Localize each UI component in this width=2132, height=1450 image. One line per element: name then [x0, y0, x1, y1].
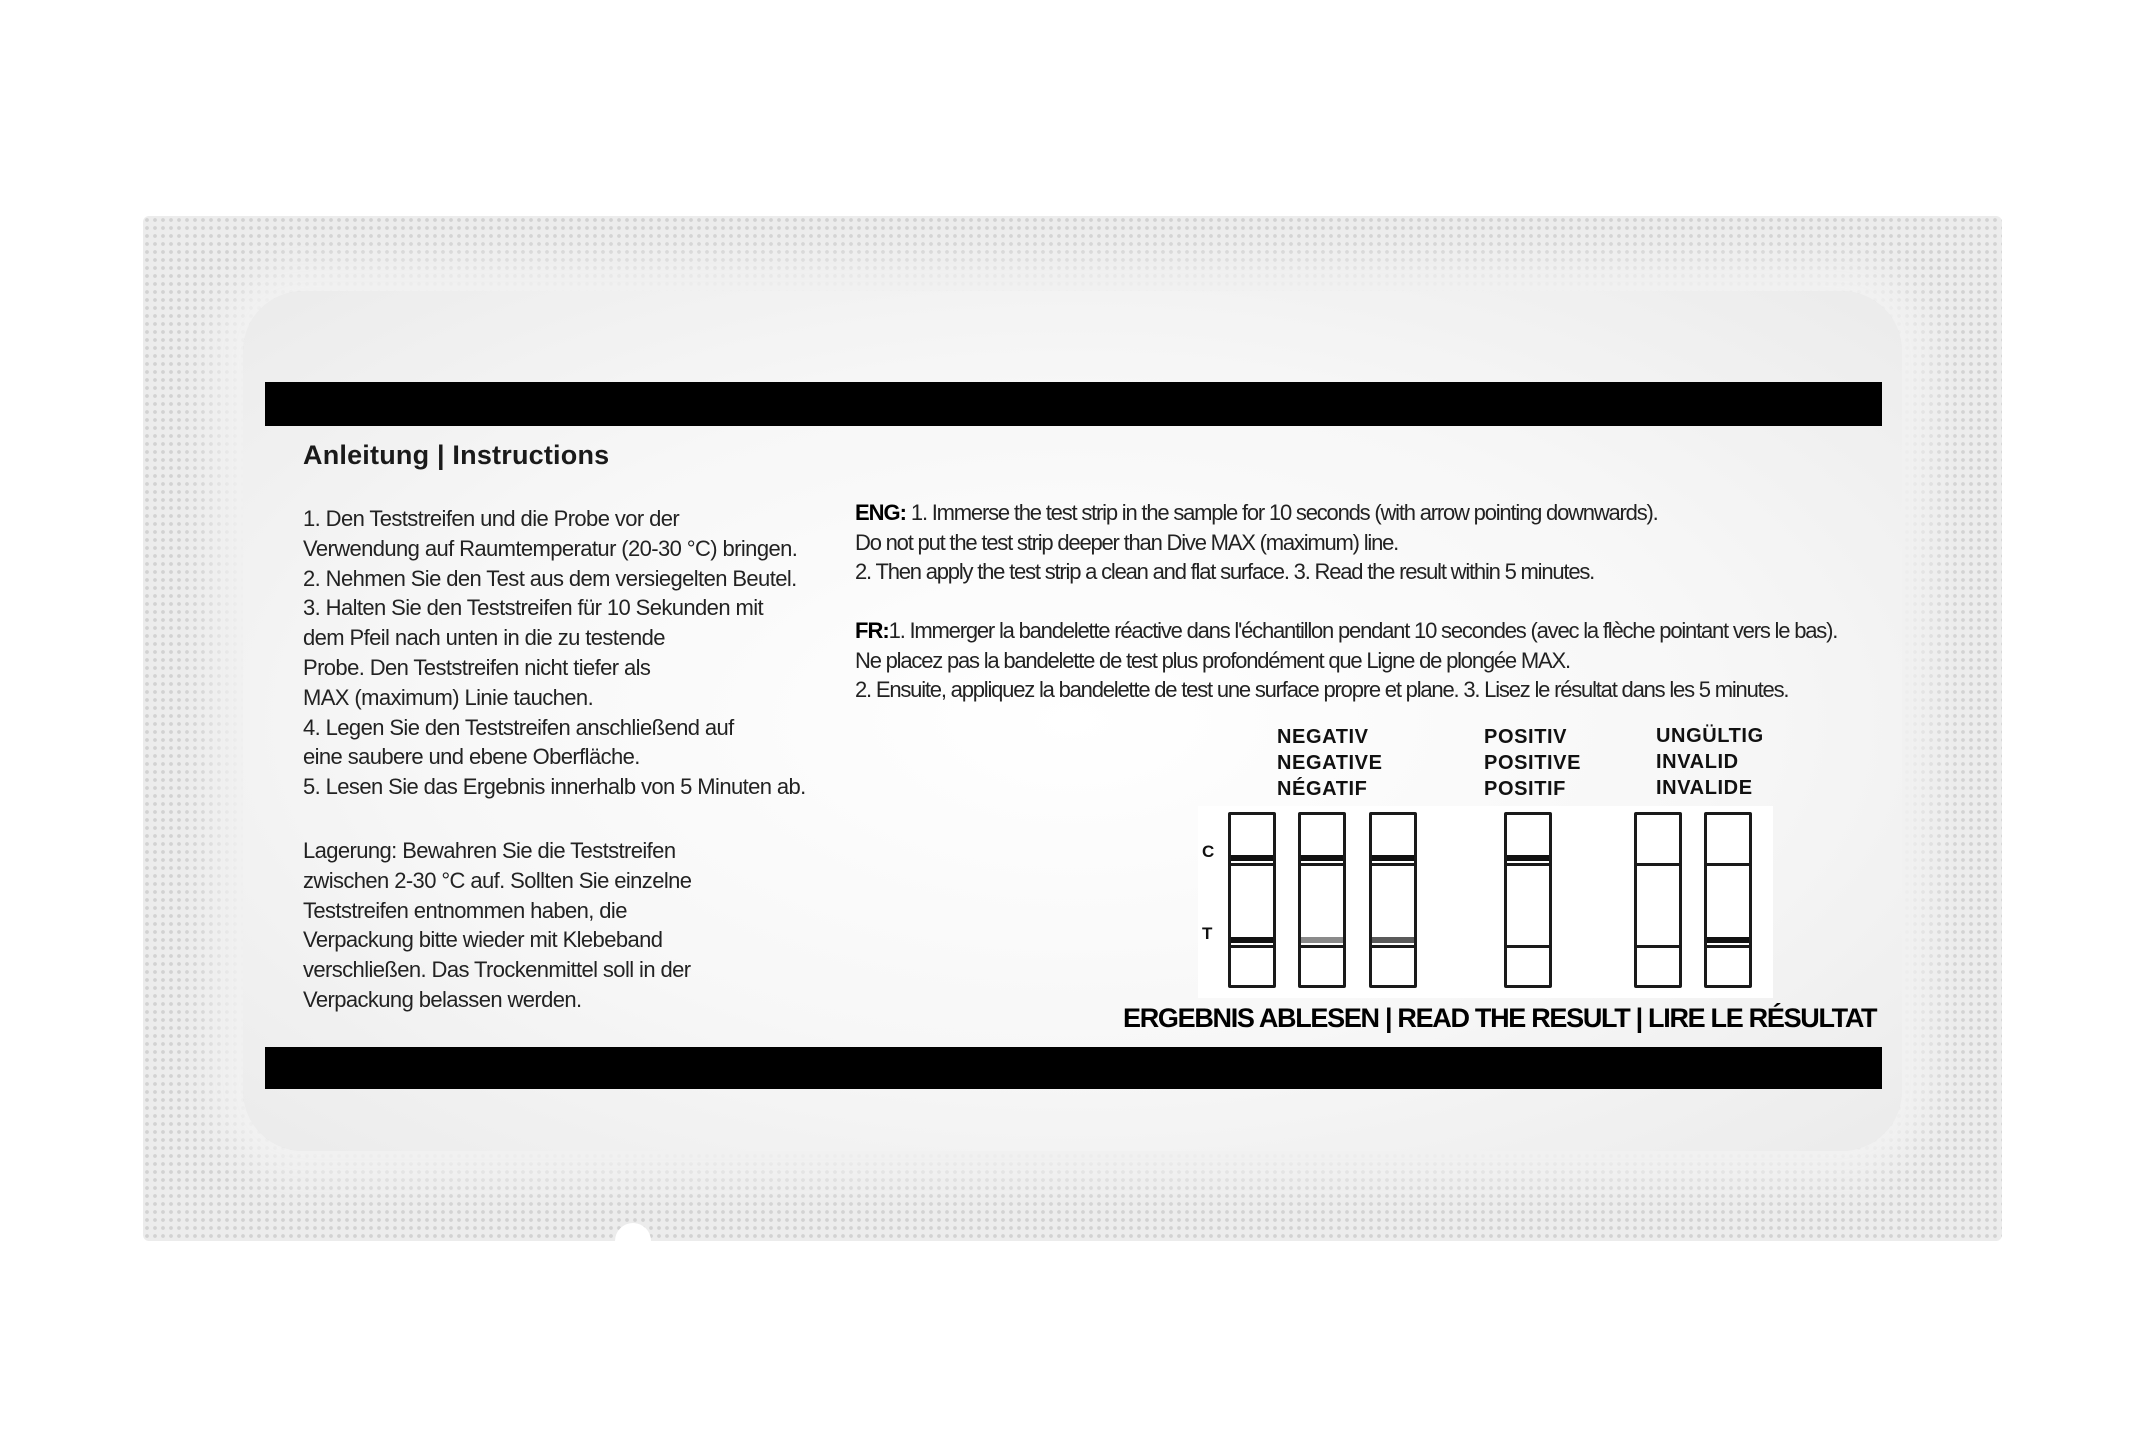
test-line	[1231, 937, 1273, 943]
de-line: 4. Legen Sie den Teststreifen anschließend auf	[303, 714, 734, 740]
storage-line: Verpackung bitte wieder mit Klebeband	[303, 927, 663, 953]
control-line	[1301, 855, 1343, 861]
french-instructions	[855, 616, 1885, 705]
storage-line: Lagerung: Bewahren Sie die Teststreifen	[303, 838, 676, 863]
invalid-strip-2	[1704, 812, 1752, 988]
eng-line-2: Do not put the test strip deeper than Dive MAX (maximum) line.	[855, 529, 1399, 555]
de-line: eine saubere und ebene Oberfläche.	[303, 744, 640, 770]
positive-strip	[1504, 812, 1552, 988]
negative-label	[1277, 724, 1383, 802]
eng-text-1: 1. Immerse the test strip in the sample for 10 seconds (with arrow pointing downwards).	[906, 500, 1658, 525]
control-line	[1372, 855, 1414, 861]
fr-line-2: Ne placez pas la bandelette de test plus profondément que Ligne de plongée MAX.	[855, 647, 1570, 673]
top-black-bar	[265, 382, 1882, 426]
read-result-caption: ERGEBNIS ABLESEN | READ THE RESULT | LIRE LE RÉSULTAT	[1123, 1003, 1877, 1033]
negative-en: NEGATIVE	[1277, 752, 1383, 774]
control-line-label: C	[1202, 842, 1215, 861]
german-storage	[303, 836, 843, 1015]
invalid-fr: INVALIDE	[1656, 777, 1753, 799]
result-diagram	[1198, 806, 1773, 998]
fr-line-1	[855, 616, 1885, 646]
storage-line: verschließen. Das Trockenmittel soll in der	[303, 957, 691, 983]
de-line: MAX (maximum) Linie tauchen.	[303, 684, 594, 710]
de-line: 1. Den Teststreifen und die Probe vor der	[303, 506, 680, 531]
storage-line: Teststreifen entnommen haben, die	[303, 897, 627, 923]
test-line	[1707, 937, 1749, 943]
bottom-black-bar	[265, 1047, 1882, 1089]
invalid-label	[1656, 723, 1764, 801]
invalid-de: UNGÜLTIG	[1656, 725, 1764, 747]
control-line	[1231, 855, 1273, 861]
negative-de: NEGATIV	[1277, 726, 1369, 748]
eng-prefix: ENG:	[855, 500, 906, 525]
negative-strip-2	[1298, 812, 1346, 988]
de-line: 2. Nehmen Sie den Test aus dem versiegelten Beutel.	[303, 565, 797, 591]
fr-prefix: FR:	[855, 618, 889, 643]
de-line: Probe. Den Teststreifen nicht tiefer als	[303, 654, 651, 680]
test-line-faint	[1301, 937, 1343, 943]
de-line: dem Pfeil nach unten in die zu testende	[303, 625, 665, 651]
negative-strip-1	[1228, 812, 1276, 988]
de-line: 3. Halten Sie den Teststreifen für 10 Sekunden mit	[303, 595, 763, 621]
negative-fr: NÉGATIF	[1277, 778, 1368, 800]
control-line	[1507, 855, 1549, 861]
storage-line: Verpackung belassen werden.	[303, 986, 582, 1012]
positive-label	[1484, 724, 1581, 802]
german-instructions	[303, 504, 843, 802]
eng-line-1	[855, 498, 1885, 528]
tear-notch	[615, 1223, 651, 1259]
test-line-label: T	[1202, 924, 1213, 943]
invalid-strip-1	[1634, 812, 1682, 988]
negative-strip-3	[1369, 812, 1417, 988]
invalid-en: INVALID	[1656, 751, 1739, 773]
eng-line-3: 2. Then apply the test strip a clean and flat surface. 3. Read the result within 5 minutes.	[855, 559, 1595, 584]
positive-de: POSITIV	[1484, 726, 1568, 748]
positive-en: POSITIVE	[1484, 752, 1582, 774]
test-line-medium	[1372, 937, 1414, 943]
de-line: 5. Lesen Sie das Ergebnis innerhalb von 5 Minuten ab.	[303, 774, 806, 800]
de-line: Verwendung auf Raumtemperatur (20-30 °C) bringen.	[303, 535, 798, 561]
english-instructions	[855, 498, 1885, 587]
fr-text-1: 1. Immerger la bandelette réactive dans l'échantillon pendant 10 secondes (avec la flèche pointant vers le bas).	[888, 618, 1838, 643]
fr-line-3: 2. Ensuite, appliquez la bandelette de test une surface propre et plane. 3. Lisez le résultat dans les 5 minutes.	[855, 677, 1789, 702]
instructions-title: Anleitung | Instructions	[303, 440, 610, 470]
storage-line: zwischen 2-30 °C auf. Sollten Sie einzelne	[303, 867, 692, 893]
positive-fr: POSITIF	[1484, 778, 1566, 800]
